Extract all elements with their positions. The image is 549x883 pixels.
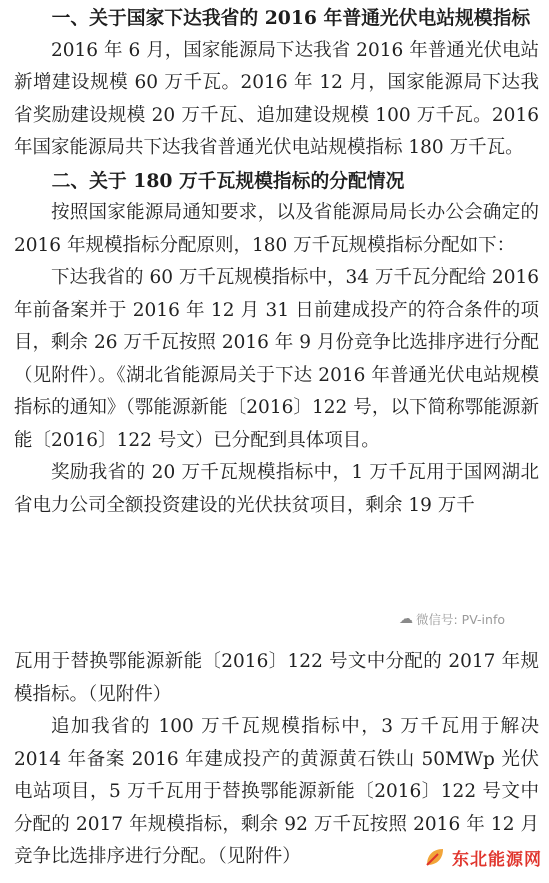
document-body-bottom [14, 646, 539, 874]
document-body-top [14, 2, 539, 522]
leaf-logo-icon [424, 846, 446, 868]
paragraph: 按照国家能源局通知要求，以及省能源局局长办公会确定的 2016 年规模指标分配原则，180 万千瓦规模指标分配如下： [14, 202, 539, 256]
section-heading-1: 一、关于国家下达我省的 2016 年普通光伏电站规模指标 [51, 7, 531, 29]
paragraph: 2016 年 6 月，国家能源局下达我省 2016 年普通光伏电站新增建设规模 60 万千瓦。2016 年 12 月，国家能源局下达我省奖励建设规模 20 万千瓦、追加建设规模 100 万千瓦。2016 年国家能源局共下达我省普通光伏电站规模指标 180 万千瓦。 [14, 39, 539, 158]
wechat-watermark [399, 610, 505, 628]
site-logo-name: 东北能源网 [452, 850, 542, 870]
paragraph: 下达我省的 60 万千瓦规模指标中，34 万千瓦分配给 2016 年前备案并于 2016 年 12 月 31 日前建成投产的符合条件的项目，剩余 26 万千瓦按照 2016 年 9 月份竞争比选排序进行分配（见附件）。《湖北省能源局关于下达 2016 年普通光伏电站规模指标的通知》（鄂能源新能〔2016〕122 号，以下简称鄂能源新能〔2016〕122 号文）已分配到具体项目。 [14, 267, 539, 451]
site-logo-watermark [424, 846, 544, 880]
paragraph: 瓦用于替换鄂能源新能〔2016〕122 号文中分配的 2017 年规模指标。（见附件） [14, 651, 539, 705]
wechat-watermark-text: 微信号: PV-info [416, 612, 505, 627]
section-heading-2: 二、关于 180 万千瓦规模指标的分配情况 [51, 169, 405, 192]
wechat-icon: ☁ [399, 611, 413, 627]
paragraph: 奖励我省的 20 万千瓦规模指标中，1 万千瓦用于国网湖北省电力公司全额投资建设的光伏扶贫项目，剩余 19 万千 [14, 462, 539, 516]
paragraph: 追加我省的 100 万千瓦规模指标中，3 万千瓦用于解决 2014 年备案 2016 年建成投产的黄源黄石铁山 50MWp 光伏电站项目，5 万千瓦用于替换鄂能源新能〔2016〕122 号文中分配的 2017 年规模指标，剩余 92 万千瓦按照 2016 年 12 月竞争比选排序进行分配。（见附件） [14, 716, 539, 867]
